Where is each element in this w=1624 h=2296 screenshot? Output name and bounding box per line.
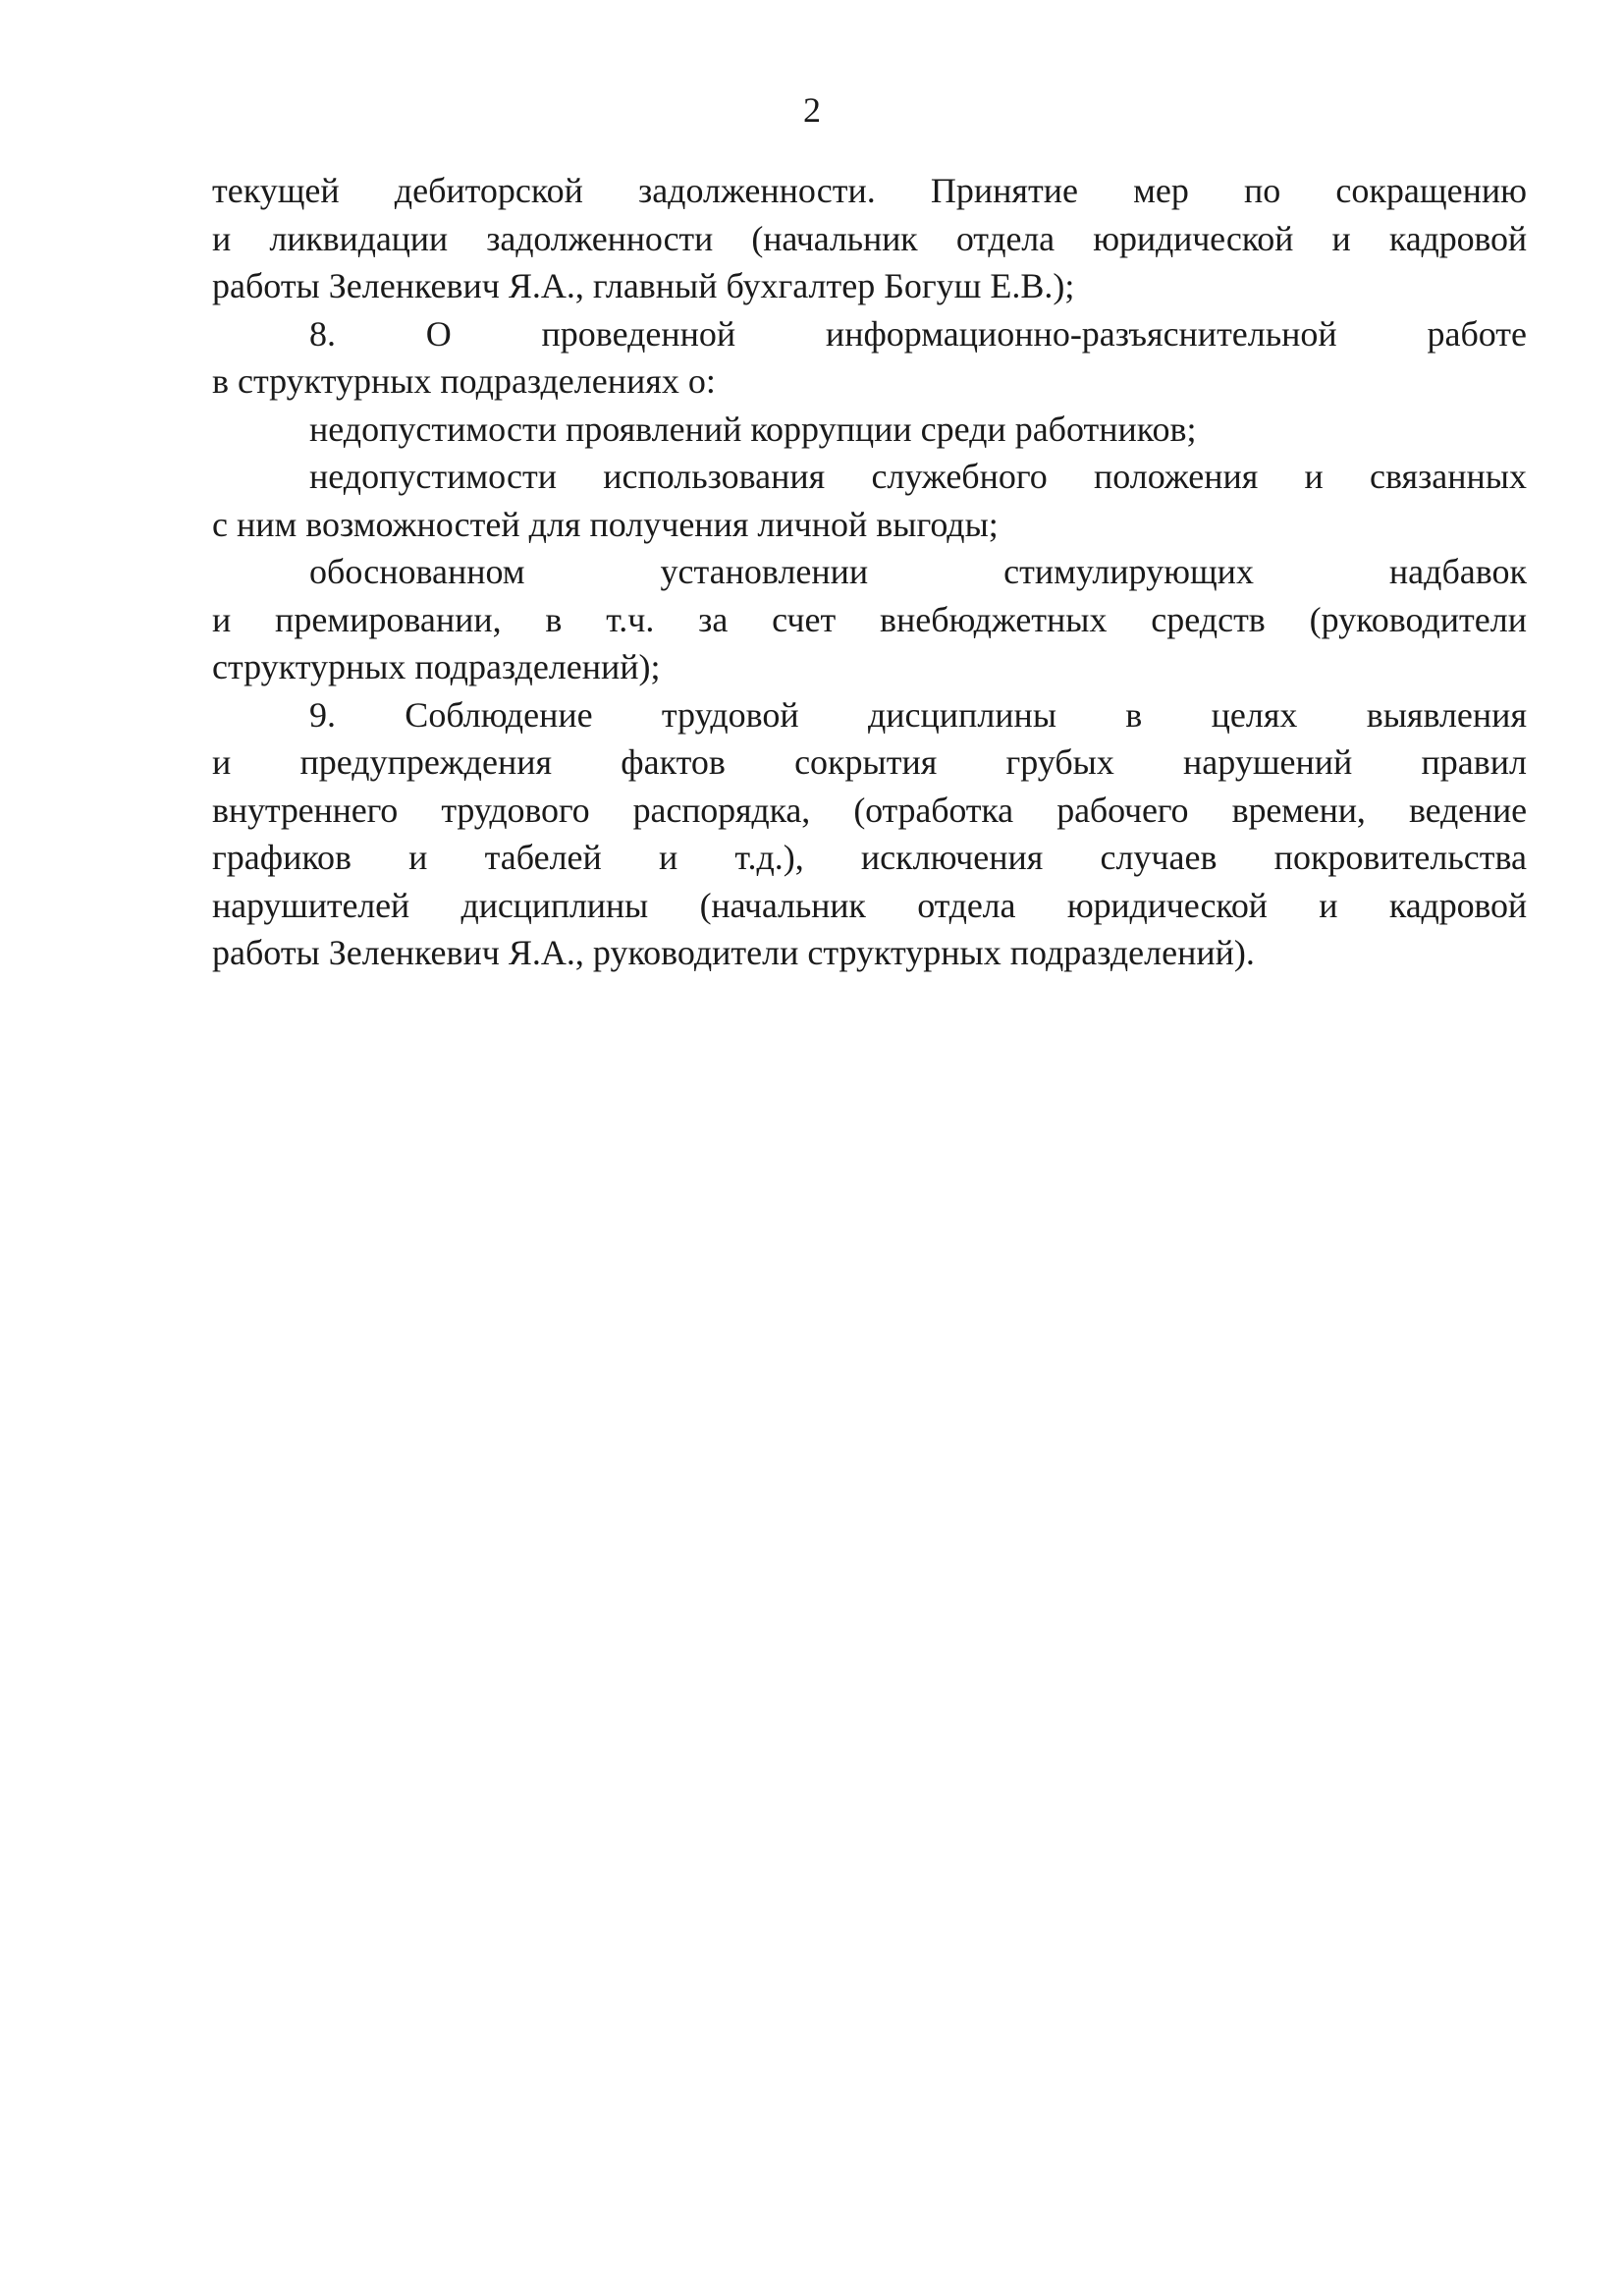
text-line: работы Зеленкевич Я.А., главный бухгалтер Богуш Е.В.); (212, 266, 1075, 305)
paragraph-8-start: 8. О проведенной информационно-разъяснительной работе (309, 313, 1527, 354)
paragraph-9-start: 9. Соблюдение трудовой дисциплины в целях выявления (309, 694, 1527, 735)
list-item-line: недопустимости использования служебного положения и связанных (309, 457, 1527, 496)
text-line: структурных подразделений); (212, 647, 661, 686)
text-line: нарушителей дисциплины (начальник отдела юридической и кадровой (212, 885, 1527, 925)
text-line: текущей дебиторской задолженности. Принятие мер по сокращению (212, 171, 1527, 210)
text-line: графиков и табелей и т.д.), исключения случаев покровительства (212, 838, 1527, 877)
document-body (212, 167, 1527, 977)
list-item-line: обоснованном установлении стимулирующих надбавок (309, 552, 1527, 591)
page-number: 2 (803, 90, 821, 130)
list-item-line: недопустимости проявлений коррупции среди работников; (309, 409, 1197, 449)
text-line: в структурных подразделениях о: (212, 361, 716, 401)
text-line: с ним возможностей для получения личной выгоды; (212, 504, 999, 544)
text-line: и предупреждения фактов сокрытия грубых нарушений правил (212, 742, 1527, 782)
text-line: и ликвидации задолженности (начальник отдела юридической и кадровой (212, 218, 1527, 258)
text-line: внутреннего трудового распорядка, (отработка рабочего времени, ведение (212, 790, 1527, 830)
text-line: работы Зеленкевич Я.А., руководители структурных подразделений). (212, 933, 1255, 972)
text-line: и премировании, в т.ч. за счет внебюджетных средств (руководители (212, 599, 1527, 639)
